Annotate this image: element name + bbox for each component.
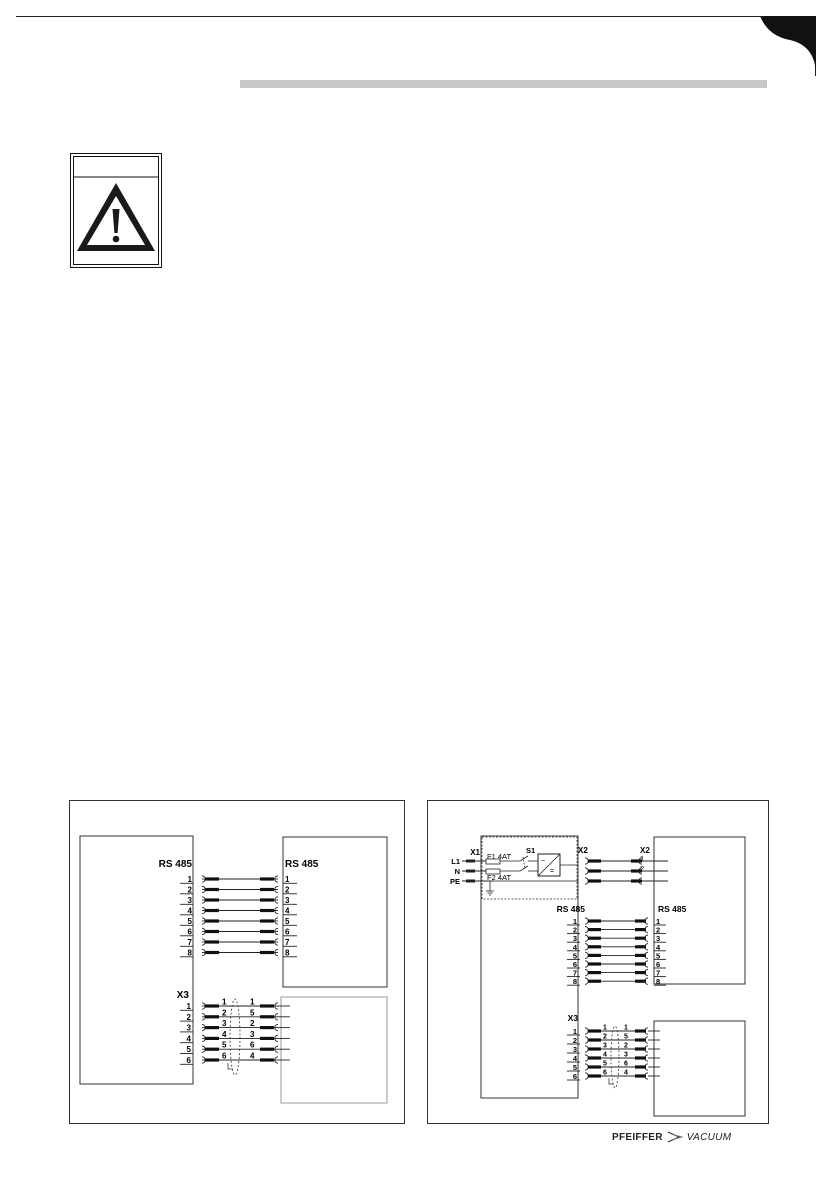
rs485-pin-right-4: 4 bbox=[656, 942, 661, 952]
x3-pin-6: 6 bbox=[572, 1072, 577, 1081]
rs485-pin-left-1: 1 bbox=[187, 875, 192, 884]
connector-socket-left bbox=[585, 969, 588, 975]
brand-tagline: VACUUM bbox=[686, 1131, 732, 1143]
x3-pin-5: 5 bbox=[186, 1045, 191, 1055]
page-border-top bbox=[16, 16, 816, 17]
cable-shield bbox=[611, 1026, 619, 1088]
x3-cable-left-5: 5 bbox=[222, 1040, 227, 1050]
x3-label: X3 bbox=[567, 1013, 578, 1023]
x2-label-left: X2 bbox=[578, 846, 588, 855]
x3-cable-right-6: 6 bbox=[624, 1060, 628, 1068]
x3-cable-left-4: 4 bbox=[222, 1029, 227, 1039]
connector-socket-left bbox=[585, 952, 588, 958]
cable-shield bbox=[230, 999, 240, 1075]
x3-pin-1: 1 bbox=[572, 1027, 577, 1036]
rs485-pin-left-8: 8 bbox=[187, 948, 192, 958]
wiring-diagram-right bbox=[427, 800, 769, 1124]
svg-text:=: = bbox=[550, 868, 555, 875]
x3-cable-left-1: 1 bbox=[222, 997, 227, 1007]
rs485-label-right: RS 485 bbox=[658, 904, 687, 914]
x3-cable-left-2: 2 bbox=[222, 1008, 227, 1018]
x1-label: X1 bbox=[470, 848, 480, 857]
connector-socket-left bbox=[585, 944, 588, 950]
x3-cable-right-6: 6 bbox=[250, 1040, 255, 1050]
input-pe-label: PE bbox=[449, 877, 460, 886]
fuse-f2-label: F2 4AT bbox=[487, 873, 512, 882]
rs485-pin-right-4: 4 bbox=[285, 906, 290, 916]
x2-pin-1: 1 bbox=[640, 854, 645, 863]
rs485-pin-left-4: 4 bbox=[187, 906, 192, 916]
rs485-pin-left-8: 8 bbox=[572, 977, 577, 987]
rs485-pin-right-7: 7 bbox=[285, 938, 290, 947]
wiring-diagram-left bbox=[69, 800, 405, 1124]
x3-pin-2: 2 bbox=[572, 1036, 577, 1045]
connector-socket-left bbox=[585, 961, 588, 967]
x3-cable-right-2: 2 bbox=[250, 1019, 255, 1029]
rs485-pin-left-3: 3 bbox=[187, 896, 192, 905]
x3-pin-2: 2 bbox=[186, 1012, 191, 1022]
page-corner-tab bbox=[760, 16, 816, 76]
rs485-pin-left-4: 4 bbox=[572, 942, 577, 952]
x3-cable-left-4: 4 bbox=[603, 1051, 607, 1059]
x3-cable-right-1: 1 bbox=[624, 1024, 628, 1032]
x3-pin-3: 3 bbox=[572, 1045, 577, 1054]
rs485-pin-left-6: 6 bbox=[187, 927, 192, 937]
x3-cable-right-1: 1 bbox=[250, 997, 255, 1007]
connector-socket-left bbox=[585, 926, 588, 932]
rs485-pin-right-6: 6 bbox=[285, 927, 290, 937]
x3-cable-right-3: 3 bbox=[250, 1029, 255, 1039]
rs485-pin-left-5: 5 bbox=[572, 951, 577, 961]
x3-pin-6: 6 bbox=[186, 1056, 191, 1065]
x3-pin-4: 4 bbox=[572, 1054, 577, 1063]
input-l1-label: L1 bbox=[451, 857, 460, 866]
x3-cable-left-6: 6 bbox=[222, 1051, 227, 1061]
rs485-pin-left-2: 2 bbox=[187, 885, 192, 895]
converter-icon bbox=[538, 854, 560, 876]
warning-sign bbox=[70, 153, 162, 268]
rs485-pin-left-7: 7 bbox=[572, 968, 577, 978]
connector-socket-left bbox=[585, 1046, 588, 1052]
input-n-label: N bbox=[454, 867, 460, 876]
rs485-pin-right-8: 8 bbox=[656, 977, 661, 987]
x2-socket-left bbox=[585, 878, 588, 884]
rs485-label-left: RS 485 bbox=[556, 904, 585, 914]
rs485-pin-right-2: 2 bbox=[285, 885, 290, 895]
brand-mark-icon bbox=[667, 1130, 683, 1144]
x3-cable-left-2: 2 bbox=[603, 1033, 607, 1041]
rs485-pin-left-5: 5 bbox=[187, 917, 192, 926]
device-box-left bbox=[80, 836, 193, 1084]
x3-pin-5: 5 bbox=[572, 1063, 577, 1072]
x3-label: X3 bbox=[176, 990, 189, 1001]
rs485-pin-left-1: 1 bbox=[572, 917, 577, 926]
brand-name: PFEIFFER bbox=[612, 1131, 663, 1143]
x3-cable-right-5: 5 bbox=[624, 1033, 628, 1041]
wiring-diagram-left-svg bbox=[70, 801, 404, 1123]
rs485-pin-left-7: 7 bbox=[187, 938, 192, 947]
header-rule bbox=[240, 80, 767, 88]
x3-cable-right-2: 2 bbox=[624, 1042, 628, 1050]
rs485-pin-left-2: 2 bbox=[572, 925, 577, 935]
x3-pin-4: 4 bbox=[186, 1034, 191, 1044]
x2-pin-2: 2 bbox=[640, 864, 645, 873]
x3-cable-right-4: 4 bbox=[250, 1051, 255, 1061]
x3-cable-right-3: 3 bbox=[624, 1051, 628, 1059]
x3-cable-left-6: 6 bbox=[603, 1069, 607, 1077]
device-box-x3-partner bbox=[281, 997, 387, 1103]
rs485-pin-right-1: 1 bbox=[285, 875, 290, 884]
connector-socket-left bbox=[585, 1028, 588, 1034]
svg-text:~: ~ bbox=[541, 858, 546, 865]
rs485-pin-left-6: 6 bbox=[572, 960, 577, 969]
rs485-pin-right-5: 5 bbox=[656, 951, 661, 961]
rs485-pin-left-3: 3 bbox=[572, 934, 577, 944]
x3-cable-right-4: 4 bbox=[624, 1069, 628, 1077]
rs485-pin-right-2: 2 bbox=[656, 925, 661, 935]
rs485-pin-right-3: 3 bbox=[656, 934, 661, 944]
x3-cable-left-5: 5 bbox=[603, 1060, 607, 1068]
x3-cable-left-1: 1 bbox=[603, 1024, 607, 1032]
rs485-pin-right-6: 6 bbox=[656, 960, 661, 969]
x3-cable-left-3: 3 bbox=[222, 1019, 227, 1029]
wiring-diagram-right-svg bbox=[428, 801, 768, 1123]
x3-pin-1: 1 bbox=[186, 1002, 191, 1011]
device-box-x3-partner bbox=[654, 1021, 745, 1116]
rs485-pin-right-3: 3 bbox=[285, 896, 290, 905]
brand-logo bbox=[612, 1128, 731, 1146]
rs485-pin-right-8: 8 bbox=[285, 948, 290, 958]
rs485-pin-right-1: 1 bbox=[656, 917, 661, 926]
x2-socket-left bbox=[585, 868, 588, 874]
x2-label-right: X2 bbox=[640, 846, 650, 855]
x3-cable-left-3: 3 bbox=[603, 1042, 607, 1050]
connector-socket-left bbox=[585, 935, 588, 941]
x3-cable-right-5: 5 bbox=[250, 1008, 255, 1018]
rs485-label-right: RS 485 bbox=[285, 859, 319, 870]
x3-pin-3: 3 bbox=[186, 1023, 191, 1033]
connector-socket-left bbox=[585, 1073, 588, 1079]
connector-socket-left bbox=[585, 918, 588, 924]
connector-socket-left bbox=[585, 1037, 588, 1043]
fuse-f1-label: F1 4AT bbox=[487, 852, 512, 861]
connector-socket-left bbox=[585, 1055, 588, 1061]
x2-socket-left bbox=[585, 858, 588, 864]
rs485-pin-right-5: 5 bbox=[285, 917, 290, 926]
rs485-label-left: RS 485 bbox=[158, 859, 192, 870]
connector-socket-left bbox=[585, 978, 588, 984]
warning-triangle-icon bbox=[70, 153, 162, 268]
shield-drain bbox=[228, 1063, 233, 1069]
connector-socket-left bbox=[585, 1064, 588, 1070]
rs485-pin-right-7: 7 bbox=[656, 968, 661, 978]
switch-s1-label: S1 bbox=[526, 846, 536, 855]
